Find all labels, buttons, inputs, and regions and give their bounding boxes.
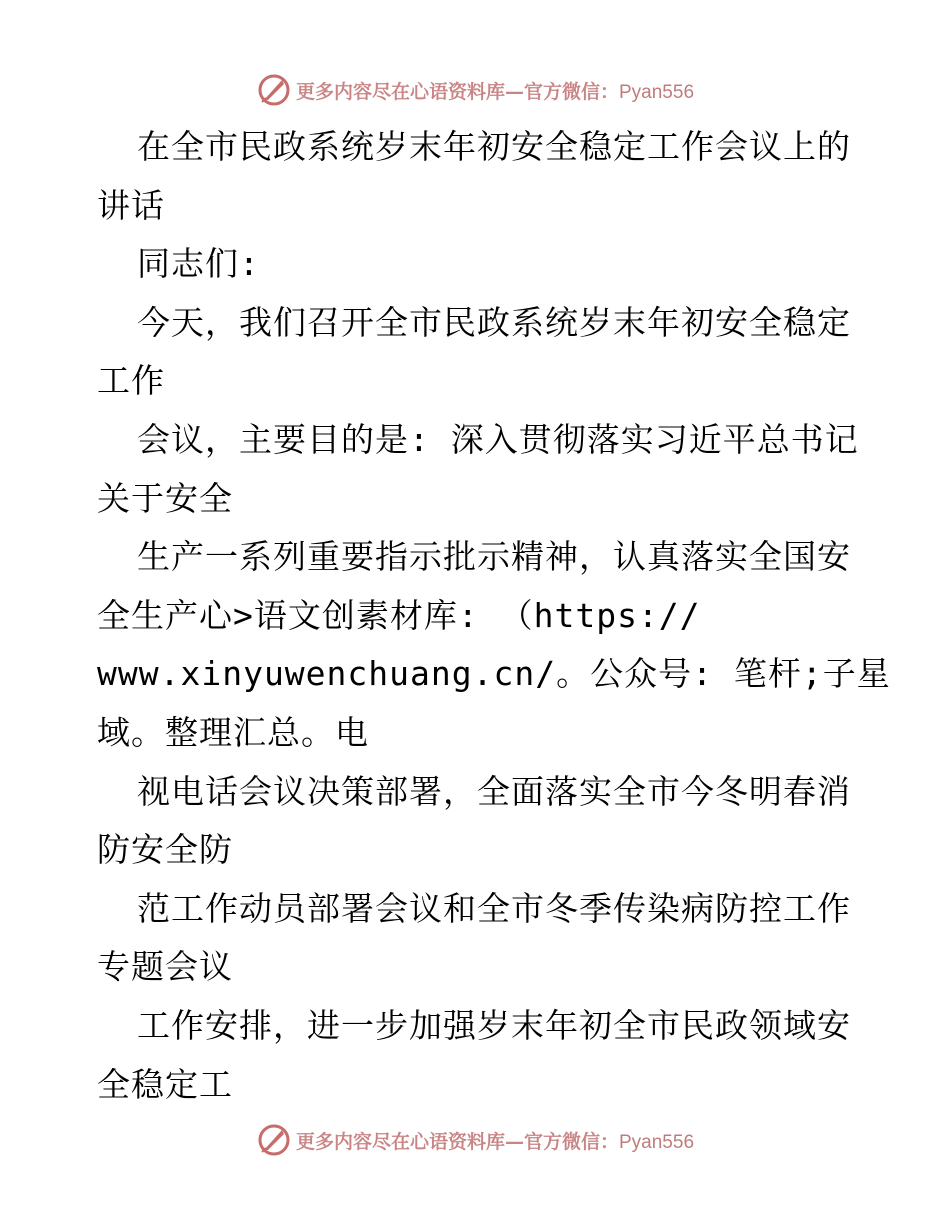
doc-line: 今天，我们召开全市民政系统岁末年初安全稳定 [137, 302, 851, 342]
header-banner-wechat: Pyan556 [619, 81, 695, 103]
header-banner-text: 更多内容尽在心语资料库—官方微信： [295, 80, 619, 103]
doc-line: 专题会议 [97, 947, 233, 987]
doc-line: 域。整理汇总。电 [97, 712, 369, 752]
footer-banner-text: 更多内容尽在心语资料库—官方微信： [295, 1130, 619, 1153]
doc-line: 在全市民政系统岁末年初安全稳定工作会议上的 [137, 127, 851, 166]
quill-logo-icon [256, 1122, 292, 1158]
doc-line: 生产一系列重要指示批示精神，认真落实全国安 [137, 537, 851, 577]
doc-line: 防安全防 [97, 830, 233, 870]
footer-banner-wechat: Pyan556 [619, 1131, 695, 1153]
document-body [97, 118, 891, 1114]
doc-line: 全稳定工 [97, 1064, 233, 1104]
doc-line: 工作 [97, 361, 165, 401]
doc-line: 关于安全 [97, 478, 233, 518]
doc-line: 会议，主要目的是: 深入贯彻落实习近平总书记 [137, 419, 859, 459]
quill-logo-icon [256, 72, 292, 108]
doc-line: 范工作动员部署会议和全市冬季传染病防控工作 [137, 888, 851, 928]
header-banner [0, 70, 950, 110]
doc-line: 讲话 [97, 185, 165, 225]
doc-line: 视电话会议决策部署，全面落实全市今冬明春消 [137, 771, 851, 811]
doc-line: 全生产心>语文创素材库: （https:// [97, 595, 701, 635]
doc-line: www.xinyuwenchuang.cn/。公众号: 笔杆;子星 [97, 654, 891, 694]
footer-banner [0, 1120, 950, 1160]
doc-line: 工作安排，进一步加强岁末年初全市民政领域安 [137, 1005, 851, 1045]
doc-line: 同志们: [137, 244, 260, 284]
